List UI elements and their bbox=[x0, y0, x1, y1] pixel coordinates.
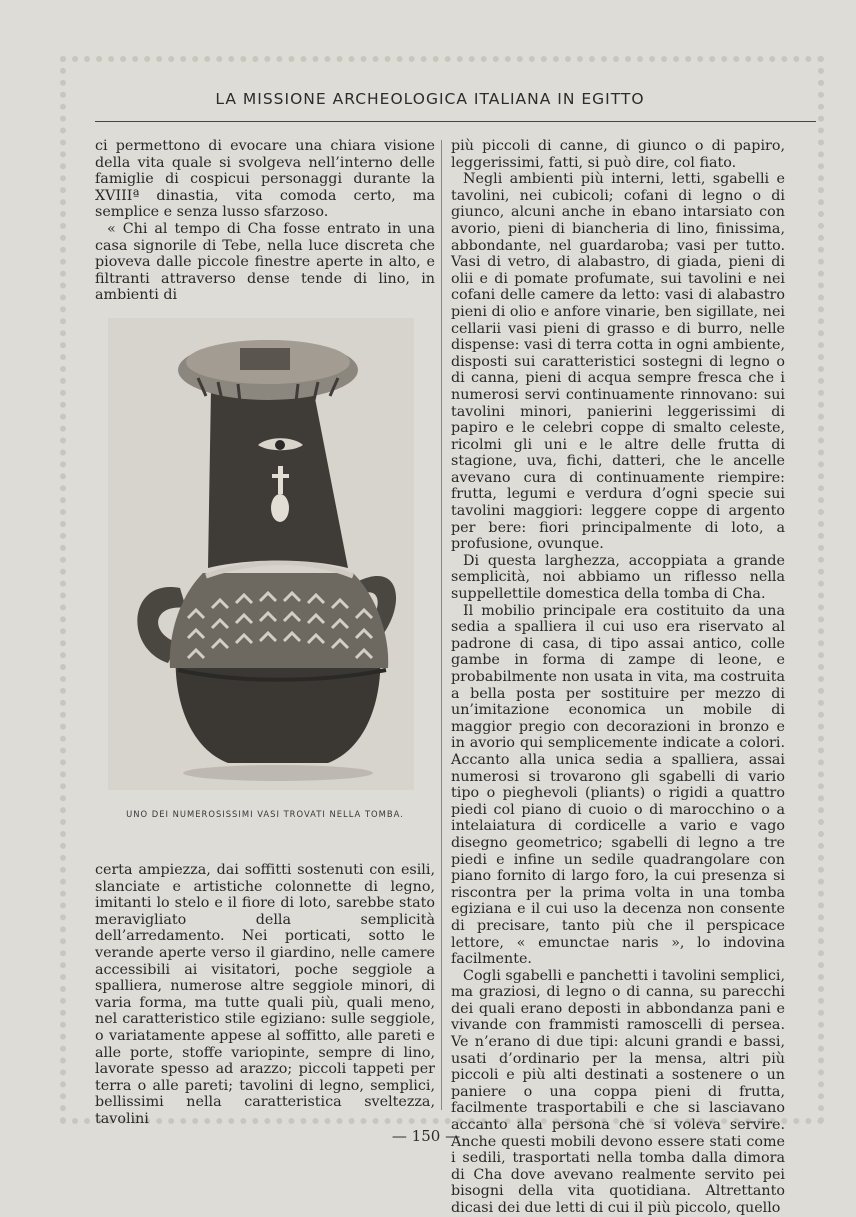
paragraph: più piccoli di canne, di giunco o di papiro, leggerissimi, fatti, si può dire, col fiato. bbox=[451, 138, 785, 171]
paragraph: Di questa larghezza, accoppiata a grande semplicità, noi abbiamo un riflesso nella suppellettile domestica della tomba di Cha. bbox=[451, 552, 785, 603]
left-column-top-text bbox=[95, 138, 435, 304]
right-column-text bbox=[451, 138, 785, 1217]
page-number: — 150 — bbox=[391, 1127, 461, 1145]
paragraph: Negli ambienti più interni, letti, sgabelli e tavolini, nei cubicoli; cofani di legno o di giunco, alcuni anche in ebano intarsiato con avorio, pieni di biancheria di lino, finissima, abbondante, nel guardaroba; vasi per tutto. Vasi di vetro, di alabastro, di giada, pieni di olii e di pomate profumate, sui tavolini e nei cofani delle camere da letto: vasi di alabastro pieni di olio e anfore vinarie, ben sigillate, nei cellarii vasi pieni di grasso e di burro, nelle dispense: vasi di terra cotta in ogni ambiente, disposti sui caratteristici sostegni di legno o di canna, pieni di acqua sempre fresca che i numerosi servi continuamente rinnovano: sui tavolini minori, panierini leggerissimi di papiro e le celebri coppe di smalto celeste, ricolmi gli uni e le altre delle frutta di stagione, uva, fichi, datteri, che le ancelle avevano cura di continuamente riempire: frutta, legumi e verdura d’ogni specie sui tavolini maggiori: leggere coppe di argento per bere: fiori principalmente di loto, a profusione, ovunque. bbox=[451, 171, 785, 553]
running-header: LA MISSIONE ARCHEOLOGICA ITALIANA IN EGITTO bbox=[215, 90, 645, 108]
paragraph: « Chi al tempo di Cha fosse entrato in una casa signorile di Tebe, nella luce discreta che pioveva dalle piccole finestre aperte in alto, e filtranti attraverso dense tende di lino, in ambienti di bbox=[95, 220, 435, 304]
column-divider bbox=[441, 140, 442, 1110]
paragraph: certa ampiezza, dai soffitti sostenuti con esili, slanciate e artistiche colonnette di legno, imitanti lo stelo e il fiore di loto, sarebbe stato meravigliato della semplicità dell’arredamento. Nei porticati, sotto le verande aperte verso il giardino, nelle camere accessibili ai visitatori, poche seggiole a spalliera, numerose altre seggiole minori, di varia forma, ma tutte quali più, quali meno, nel caratteristico stile egiziano: sulle seggiole, o variatamente appese al soffitto, alle pareti e alle porte, stoffe variopinte, sempre di lino, lavorate spesso ad arazzo; piccoli tappeti per terra o alle pareti; tavolini di legno, semplici, bellissimi nella caratteristica sveltezza, tavolini bbox=[95, 862, 435, 1127]
header-rule bbox=[95, 121, 816, 122]
vase-photograph bbox=[108, 318, 414, 790]
left-column-bottom-text bbox=[95, 862, 435, 1128]
figure-caption: UNO DEI NUMEROSISSIMI VASI TROVATI NELLA TOMBA. bbox=[126, 809, 404, 819]
paragraph: ci permettono di evocare una chiara visione della vita quale si svolgeva nell’interno delle famiglie di cospicui personaggi durante la XVIIIª dinastia, vita comoda certo, ma semplice e senza lusso sfarzoso. bbox=[95, 138, 435, 221]
paragraph: Cogli sgabelli e panchetti i tavolini semplici, ma graziosi, di legno o di canna, su parecchi dei quali erano deposti in abbondanza pani e vivande con frammisti ramoscelli di persea. Ve n’erano di due tipi: alcuni grandi e bassi, usati d’ordinario per la mensa, altri più piccoli e più alti destinati a sostenere o un paniere o una coppa pieni di frutta, facilmente trasportabili e che si lasciavano accanto alla persona che si voleva servire. Anche questi mobili devono essere stati come i sedili, trasportati nella tomba dalla dimora di Cha dove avevano realmente servito pei bisogni della vita quotidiana. Altrettanto dicasi dei due letti di cui il più piccolo, quello bbox=[451, 967, 785, 1216]
vase-illustration bbox=[108, 318, 414, 790]
paragraph: Il mobilio principale era costituito da una sedia a spalliera il cui uso era riservato al padrone di casa, di tipo assai antico, colle gambe in forma di zampe di leone, e probabilmente non usata in vita, ma costruita a bella posta per sostituire per mezzo di un’imitazione economica un mobile di maggior pregio con decorazioni in bronzo e in avorio qui semplicemente indicate a colori. Accanto alla unica sedia a spalliera, assai numerosi si trovarono gli sgabelli di vario tipo o pieghevoli (pliants) o rigidi a quattro piedi col piano di cuoio o di marocchino o a intelaiatura di cordicelle a vario e vago disegno geometrico; sgabelli di legno a tre piedi e infine un sedile quadrangolare con piano fornito di largo foro, la cui presenza si riscontra per la prima volta in una tomba egiziana e il cui uso la decenza non consente di precisare, tanto più che il perspicace lettore, « emunctae naris », lo indovina facilmente. bbox=[451, 602, 785, 968]
